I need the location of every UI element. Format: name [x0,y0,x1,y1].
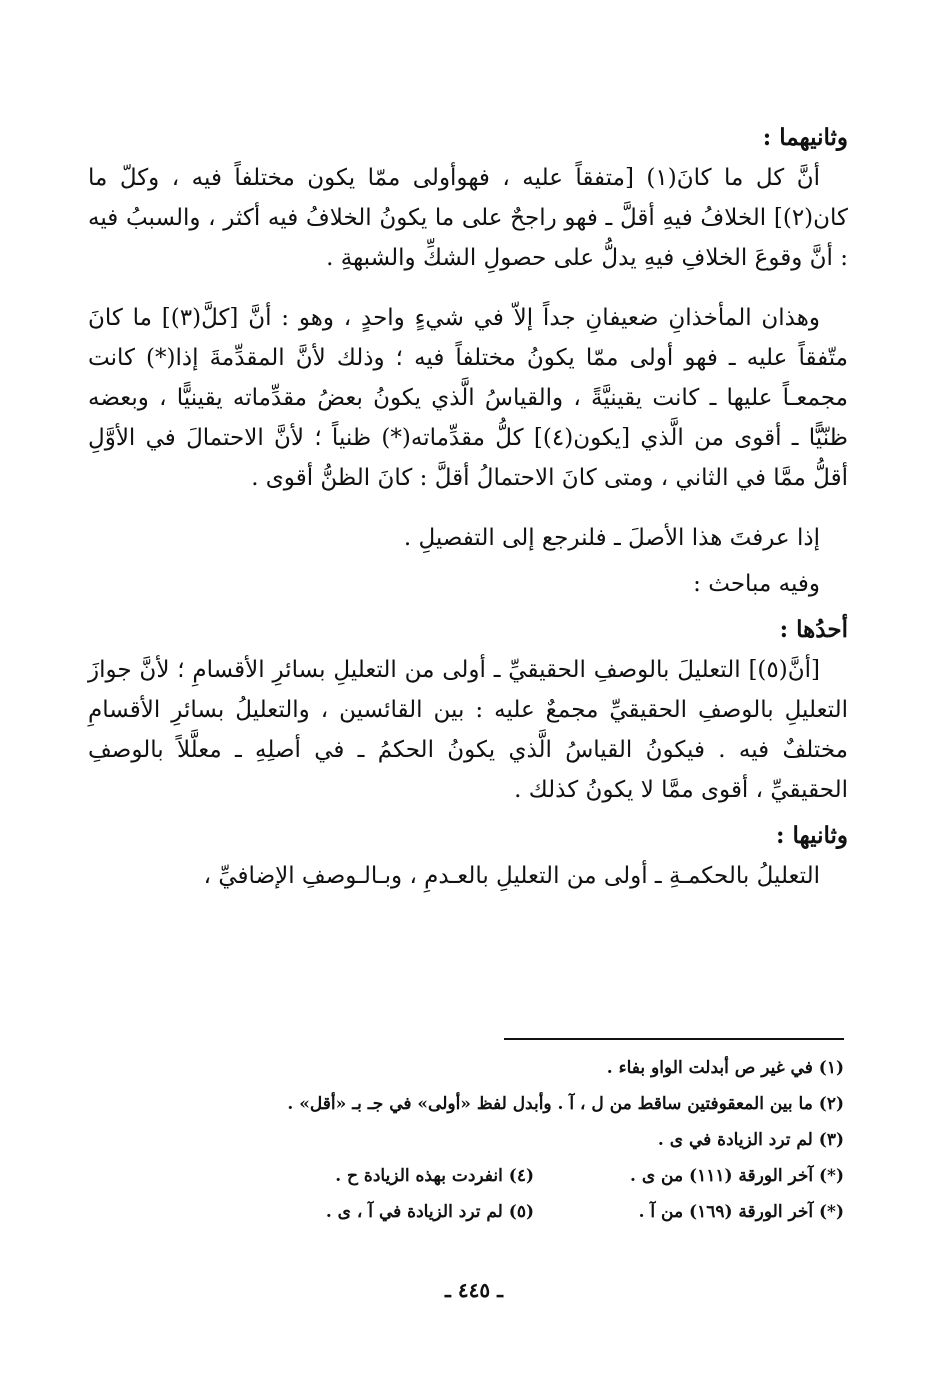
footnote-row [284,1194,844,1230]
footnote-4: (٤) انفردت بهذه الزيادة ح . [335,1166,534,1186]
footnote-star-1: (*) آخر الورقة (١١١) من ى . [629,1166,844,1186]
footnote-row [284,1086,844,1122]
main-text [88,118,848,916]
paragraph-real-attribute: [أنَّ(٥)] التعليلَ بالوصفِ الحقيقيِّ ـ أولى من التعليلِ بسائرِ الأقسامِ ؛ لأنَّ جوازَ التعليلِ بالوصفِ الحقيقيِّ مجمعٌ عليه : بين القائسين ، والتعليلُ بسائرِ الأقسامِ مختلفٌ فيه . فيكونُ القياسُ الَّذي يكونُ الحكمُ ـ في أصلِهِ ـ معلَّلاً بالوصفِ الحقيقيِّ ، أقوى ممَّا لا يكونُ كذلك . [88,657,848,803]
paragraph-weak-premises: وهذان المأخذانِ ضعيفانِ جداً إلاّ في شيءٍ واحدٍ ، وهو : أنَّ [كلَّ(٣)] ما كانَ متّفقاً عليه ـ فهو أولى ممّا يكونُ مختلفاً فيه ؛ وذلك لأنَّ المقدِّمةَ إذا(*) كانت مجمعـاً عليها ـ كانت يقينيَّةً ، والقياسُ الَّذي يكونُ بعضُ مقدِّماته يقينيًّا ، وبعضه ظنّيًّا ـ أقوى من الَّذي [يكون(٤)] كلُّ مقدِّماته(*) ظنياً ؛ لأنَّ الاحتمالَ في الأوَّلِ أقلُّ ممَّا في الثاني ، ومتى كانَ الاحتمالُ أقلَّ : كانَ الظنُّ أقوى . [88,305,848,491]
footnote-divider [504,1038,844,1040]
footnotes [284,1050,844,1230]
footnote-star-2: (*) آخر الورقة (١٦٩) من آ . [638,1202,844,1222]
footnote-row [284,1158,844,1194]
footnote-row [284,1050,844,1086]
paragraph-agreement: أنَّ كل ما كانَ(١) [متفقاً عليه ، فهوأولى ممّا يكون مختلفاً فيه ، وكلّ ما كان(٢)] الخلافُ فيهِ أقلَّ ـ فهو راجحٌ على ما يكونُ الخلافُ فيه أكثر ، والسببُ فيه : أنَّ وقوعَ الخلافِ فيهِ يدلُّ على حصولِ الشكِّ والشبهةِ . [88,165,848,271]
footnote-5: (٥) لم ترد الزيادة في آ ، ى . [325,1202,534,1222]
footnote-3: (٣) لم ترد الزيادة في ى . [657,1130,844,1150]
paragraph-transition: إذا عرفتَ هذا الأصلَ ـ فلنرجع إلى التفصيلِ . [403,525,820,551]
paragraph-wisdom-reasoning: التعليلُ بالحكمـةِ ـ أولى من التعليلِ بالعـدمِ ، وبـالـوصفِ الإضافيِّ ، [203,863,820,889]
page-number: ـ ٤٤٥ ـ [445,1278,503,1302]
footnote-row [284,1122,844,1158]
section-heading-second-both: وثانيهما : [762,124,848,151]
footnote-1: (١) في غير ص أبدلت الواو بفاء . [606,1058,844,1078]
footnote-2: (٢) ما بين المعقوفتين ساقط من ل ، آ . وأبدل لفظ «أولى» في جـ بـ «أقل» . [287,1094,844,1114]
section-heading-second: وثانيها : [776,822,848,849]
paragraph-topics-intro: وفيه مباحث : [693,571,820,597]
section-heading-first: أحدُها : [779,616,848,643]
